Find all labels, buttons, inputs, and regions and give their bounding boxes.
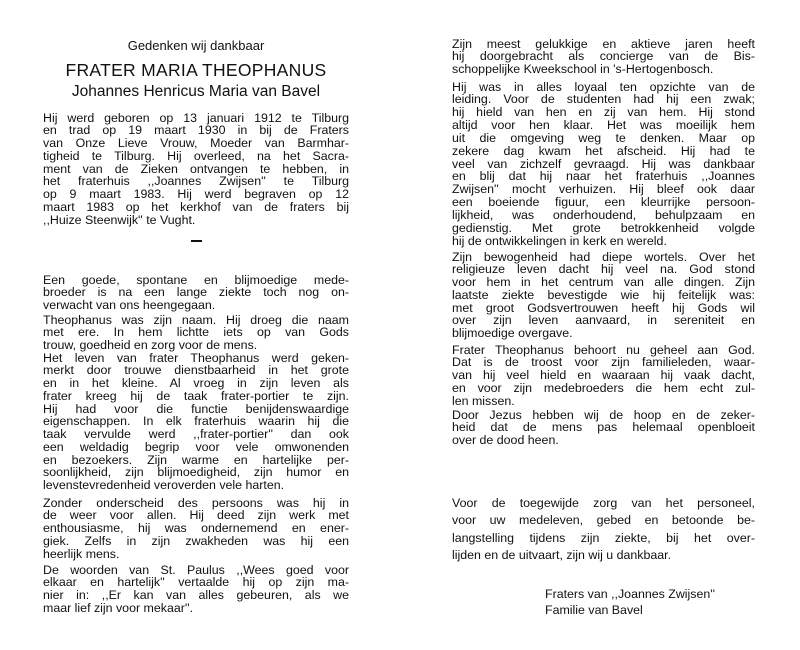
text-line: De woorden van St. Paulus ,,Wees goed voor bbox=[43, 562, 349, 577]
signature bbox=[545, 586, 715, 618]
text-line: maart 1983 op het kerkhof van de fraters bij bbox=[43, 199, 349, 214]
text-line: Hij had voor die functie benijdenswaardige bbox=[43, 401, 349, 416]
text-line: elkaar en hartelijk'' vertaalde hij op zijn ma- bbox=[43, 575, 349, 590]
paragraph bbox=[43, 352, 349, 492]
text-line: veel van zichzelf gevraagd. Hij was dankbaar bbox=[452, 156, 755, 171]
text-line: altijd voor hen klaar. Het was moeilijk hem bbox=[452, 118, 755, 133]
text-line: langstelling tijdens zijn ziekte, bij het over- bbox=[452, 530, 755, 545]
text-line: schoppelijke Kweekschool in 's-Hertogenbosch. bbox=[452, 62, 714, 76]
text-line: Hij werd geboren op 13 januari 1912 te Tilburg bbox=[43, 110, 349, 125]
text-line: lijden en de uitvaart, zijn wij u dankbaar. bbox=[452, 547, 672, 562]
text-line: voor hem in het centrum van alle dingen. Zijn bbox=[452, 275, 755, 289]
paragraph bbox=[43, 564, 349, 615]
paragraph bbox=[452, 81, 755, 248]
text-line: religieuze leven dacht hij veel na. God stond bbox=[452, 262, 755, 277]
text-line: en bezoekers. Zijn warme en hartelijke per- bbox=[43, 452, 349, 467]
text-line: hij de ontwikkelingen in kerk en wereld. bbox=[452, 233, 667, 248]
text-line: broeder is na een lange ziekte toch nog on- bbox=[43, 285, 349, 300]
text-line: heerlijk mens. bbox=[43, 546, 120, 561]
text-line: levenstevredenheid veroverden vele harten. bbox=[43, 478, 285, 492]
text-line: Theophanus was zijn naam. Hij droeg die naam bbox=[43, 312, 349, 327]
text-line: Frater Theophanus behoort nu geheel aan God. bbox=[452, 342, 755, 357]
text-line: Het leven van frater Theophanus werd geken- bbox=[43, 350, 349, 365]
text-line: enthousiasme, hij was ondernemend en ener- bbox=[43, 521, 349, 535]
text-line: eigenschappen. In elk fraterhuis waarin hij die bbox=[43, 414, 349, 429]
text-line: zekere dag kwam het afscheid. Hij had te bbox=[452, 143, 755, 158]
text-line: merkt door trouwe dienstbaarheid in het grote bbox=[43, 363, 349, 378]
paragraph bbox=[452, 38, 755, 76]
paragraph bbox=[43, 274, 349, 312]
paragraph bbox=[43, 314, 349, 352]
text-line: gedienstig. Met grote betrokkenheid volgde bbox=[452, 220, 755, 235]
text-line: met ere. In hem lichtte iets op van Gods bbox=[43, 325, 349, 340]
text-line: heid dat de mens pas helemaal openbloeit bbox=[452, 420, 755, 435]
text-line: en voor zijn medebroeders die hem echt zul- bbox=[452, 380, 755, 395]
text-line: en blij dat hij naar het fraterhuis ,,Joannes bbox=[452, 169, 755, 184]
text-line: nier in: ,,Er kan van alles gebeuren, als we bbox=[43, 588, 349, 602]
text-line: van hij veel hield en waaraan hij vaak dacht, bbox=[452, 368, 755, 382]
text-line: Door Jezus hebben wij de hoop en de zeker- bbox=[452, 407, 755, 422]
deceased-full-name: Johannes Henricus Maria van Bavel bbox=[71, 83, 321, 100]
text-line: leiding. Voor de studenten had hij een zwak; bbox=[452, 92, 755, 107]
text-line: over de dood heen. bbox=[452, 433, 559, 447]
text-line: trouw, goedheid en zorg voor de mens. bbox=[43, 338, 258, 352]
text-line: en trad op 19 maart 1930 in bij de Fraters bbox=[43, 123, 349, 138]
text-line: maar lief zijn voor mekaar''. bbox=[43, 600, 194, 615]
text-line: Familie van Bavel bbox=[545, 603, 643, 617]
paragraph-thanks bbox=[452, 495, 755, 564]
text-line: giek. Zelfs in zijn zwakheden was hij een bbox=[43, 533, 349, 548]
paragraph bbox=[452, 251, 755, 340]
separator-dash bbox=[191, 240, 202, 242]
text-line: lijkheid, was onderhoudend, behulpzaam en bbox=[452, 207, 755, 222]
text-line: op 9 maart 1983. Hij werd begraven op 12 bbox=[43, 187, 349, 201]
text-line: een weldadig begrip voor vele omwonenden bbox=[43, 439, 349, 454]
text-line: met groot Godsvertrouwen heeft hij Gods wil bbox=[452, 300, 755, 315]
text-line: Zijn bewogenheid had diepe wortels. Over het bbox=[452, 249, 755, 264]
text-line: ,,Huize Steenwijk'' te Vught. bbox=[43, 212, 196, 227]
text-line: uit die omgeving weg te denken. Maar op bbox=[452, 130, 755, 145]
text-line: de weer voor allen. Hij deed zijn werk met bbox=[43, 508, 349, 523]
text-line: Dat is de troost voor zijn familieleden, waar- bbox=[452, 355, 755, 370]
text-line: over zijn leven aanvaard, in sereniteit en bbox=[452, 313, 755, 328]
text-line: Een goede, spontane en blijmoedige mede- bbox=[43, 272, 349, 287]
text-line: Zijn meest gelukkige en aktieve jaren heeft bbox=[452, 36, 755, 51]
text-line: Hij was in alles loyaal ten opzichte van de bbox=[452, 79, 755, 94]
text-line: taak vervulde werd ,,frater-portier'' dan ook bbox=[43, 427, 349, 441]
text-line: een boeiende figuur, een kleurrijke persoon- bbox=[452, 195, 755, 210]
text-line: verwacht van ons heengegaan. bbox=[43, 298, 216, 312]
text-line: ment van de Zieken ontvangen te hebben, in bbox=[43, 161, 349, 176]
text-line: Voor de toegewijde zorg van het personeel, bbox=[452, 496, 755, 510]
text-line: laatste ziekte bevestigde wie hij feitelijk was: bbox=[452, 287, 755, 302]
text-line: len missen. bbox=[452, 393, 515, 408]
paragraph-biography bbox=[43, 112, 349, 227]
paragraph bbox=[43, 497, 349, 561]
text-line: Zonder onderscheid des persoons was hij in bbox=[43, 495, 349, 510]
text-line: blijmoedige overgave. bbox=[452, 326, 573, 340]
text-line: tigheid te Tilburg. Hij overleed, na het Sacra- bbox=[43, 148, 349, 163]
text-line: hij hield van hen en zij van hem. Hij stond bbox=[452, 105, 755, 120]
text-line: van Onze Lieve Vrouw, Moeder van Barmhar- bbox=[43, 136, 349, 150]
text-line: Zwijsen'' mocht verhuizen. Hij bleef ook daar bbox=[452, 182, 755, 197]
text-line: en in het kleine. Al vroeg in zijn leven als bbox=[43, 376, 349, 390]
intro-line: Gedenken wij dankbaar bbox=[127, 38, 265, 53]
paragraph bbox=[452, 344, 755, 408]
paragraph bbox=[452, 409, 755, 447]
text-line: soonlijkheid, zijn blijmoedigheid, zijn humor en bbox=[43, 465, 349, 480]
text-line: hij doorgebracht als concierge van de Bis- bbox=[452, 49, 755, 64]
deceased-religious-name: FRATER MARIA THEOPHANUS bbox=[65, 60, 327, 80]
text-line: het fraterhuis ,,Joannes Zwijsen'' te Tilburg bbox=[43, 174, 349, 189]
text-line: voor uw medeleven, gebed en betoonde be- bbox=[452, 513, 755, 528]
text-line: frater kreeg hij de taak frater-portier te zijn. bbox=[43, 388, 349, 403]
text-line: Fraters van ,,Joannes Zwijsen'' bbox=[545, 587, 716, 601]
